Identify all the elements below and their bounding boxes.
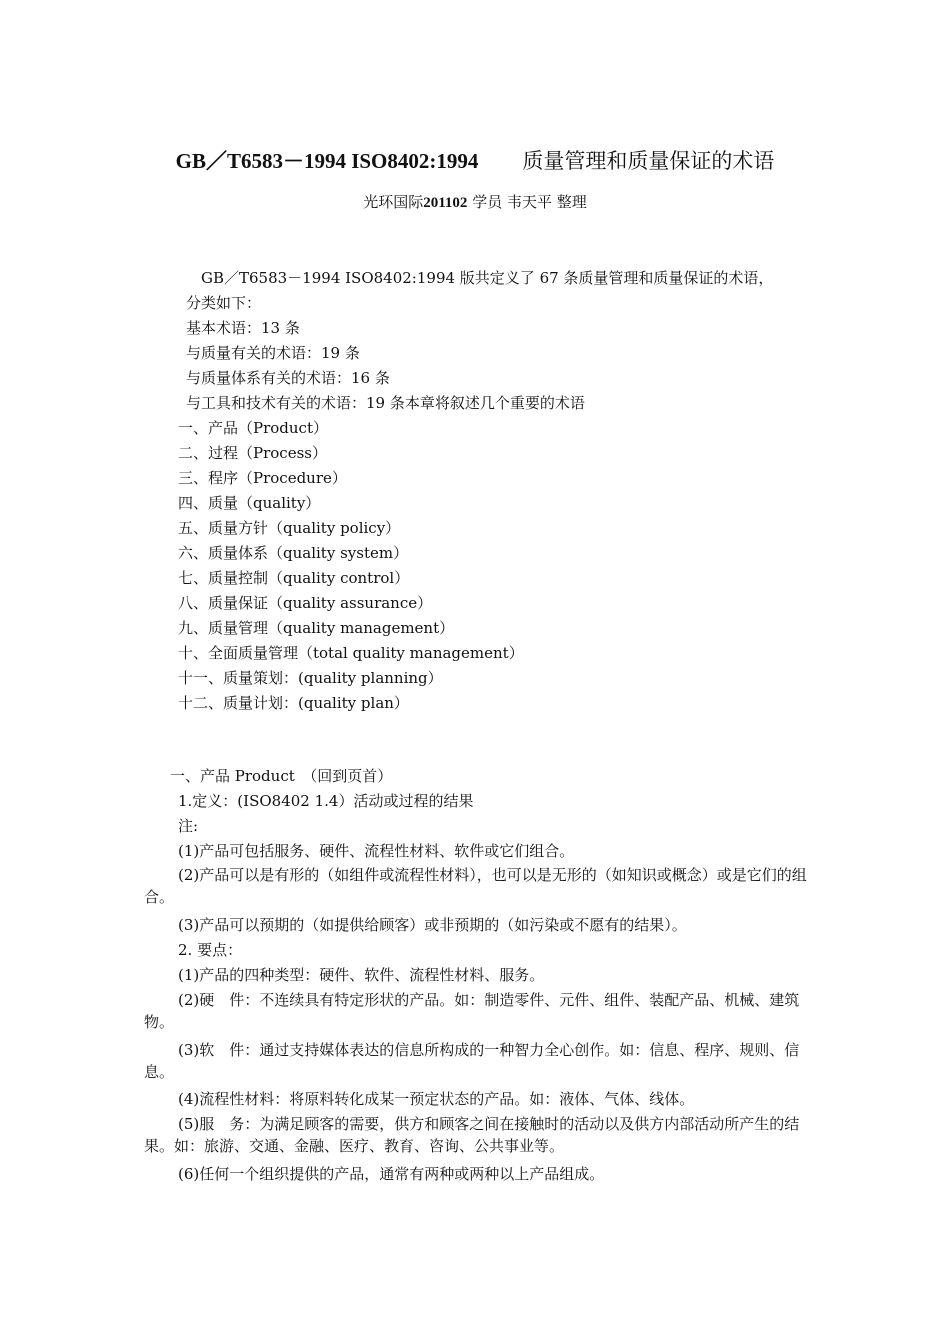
point-item: (1)产品的四种类型：硬件、软件、流程性材料、服务。 — [178, 966, 545, 984]
note-label: 注: — [178, 817, 199, 835]
point-item: (2)硬 件：不连续具有特定形状的产品。如：制造零件、元件、组件、装配产品、机械、建筑物。 — [144, 991, 800, 1031]
toc-item-quality-system[interactable]: 六、质量体系（quality system） — [178, 544, 409, 562]
point-item: (4)流程性材料：将原料转化成某一预定状态的产品。如：液体、气体、线体。 — [178, 1090, 695, 1108]
subtitle-class-no: 201102 — [423, 195, 468, 211]
point-item: (5)服 务：为满足顾客的需要，供方和顾客之间在接触时的活动以及供方内部活动所产生的结果。如：旅游、交通、金融、医疗、教育、咨询、公共事业等。 — [144, 1115, 800, 1155]
subtitle-author: 学员 韦天平 整理 — [472, 193, 587, 211]
intro-line: 基本术语：13 条 — [186, 319, 300, 337]
toc-item-quality-control[interactable]: 七、质量控制（quality control） — [178, 569, 410, 587]
intro-line: 分类如下： — [186, 294, 262, 312]
toc-item-process[interactable]: 二、过程（Process） — [178, 444, 327, 462]
toc-item-quality-management[interactable]: 九、质量管理（quality management） — [178, 619, 455, 637]
toc-item-procedure[interactable]: 三、程序（Procedure） — [178, 469, 347, 487]
standard-code: GB／T6583－1994 ISO8402:1994 — [175, 149, 479, 173]
intro-line: GB／T6583－1994 ISO8402:1994 版共定义了 67 条质量管理和质量保证的术语， — [201, 269, 774, 287]
intro-line: 与质量体系有关的术语：16 条 — [186, 369, 390, 387]
note-item: (3)产品可以预期的（如提供给顾客）或非预期的（如污染或不愿有的结果）。 — [178, 916, 687, 934]
note-item: (2)产品可以是有形的（如组件或流程性材料），也可以是无形的（如知识或概念）或是它们的组合。 — [144, 866, 807, 906]
toc-item-quality-planning[interactable]: 十一、质量策划：(quality planning） — [178, 669, 443, 687]
point-item: (3)软 件：通过支持媒体表达的信息所构成的一种智力全心创作。如：信息、程序、规则、信息。 — [144, 1041, 800, 1081]
document-subtitle — [0, 191, 950, 214]
intro-line: 与工具和技术有关的术语：19 条本章将叙述几个重要的术语 — [186, 394, 585, 412]
note-item: (1)产品可包括服务、硬件、流程性材料、软件或它们组合。 — [178, 842, 575, 860]
subtitle-org: 光环国际 — [363, 193, 424, 211]
toc-item-quality-policy[interactable]: 五、质量方针（quality policy） — [178, 519, 401, 537]
toc-item-quality-assurance[interactable]: 八、质量保证（quality assurance） — [178, 594, 433, 612]
title-text: 质量管理和质量保证的术语 — [522, 149, 775, 173]
toc-item-product[interactable]: 一、产品（Product） — [178, 419, 328, 437]
points-label: 2. 要点： — [178, 941, 243, 959]
definition-line: 1.定义：(ISO8402 1.4）活动或过程的结果 — [178, 792, 474, 810]
point-item: (6)任何一个组织提供的产品，通常有两种或两种以上产品组成。 — [178, 1165, 605, 1183]
document-title — [0, 146, 950, 176]
toc-item-total-quality-management[interactable]: 十、全面质量管理（total quality management） — [178, 644, 524, 662]
toc-item-quality[interactable]: 四、质量（quality） — [178, 494, 321, 512]
toc-item-quality-plan[interactable]: 十二、质量计划：(quality plan） — [178, 694, 409, 712]
intro-line: 与质量有关的术语：19 条 — [186, 344, 360, 362]
section-heading-product[interactable]: 一、产品 Product （回到页首） — [170, 767, 393, 785]
